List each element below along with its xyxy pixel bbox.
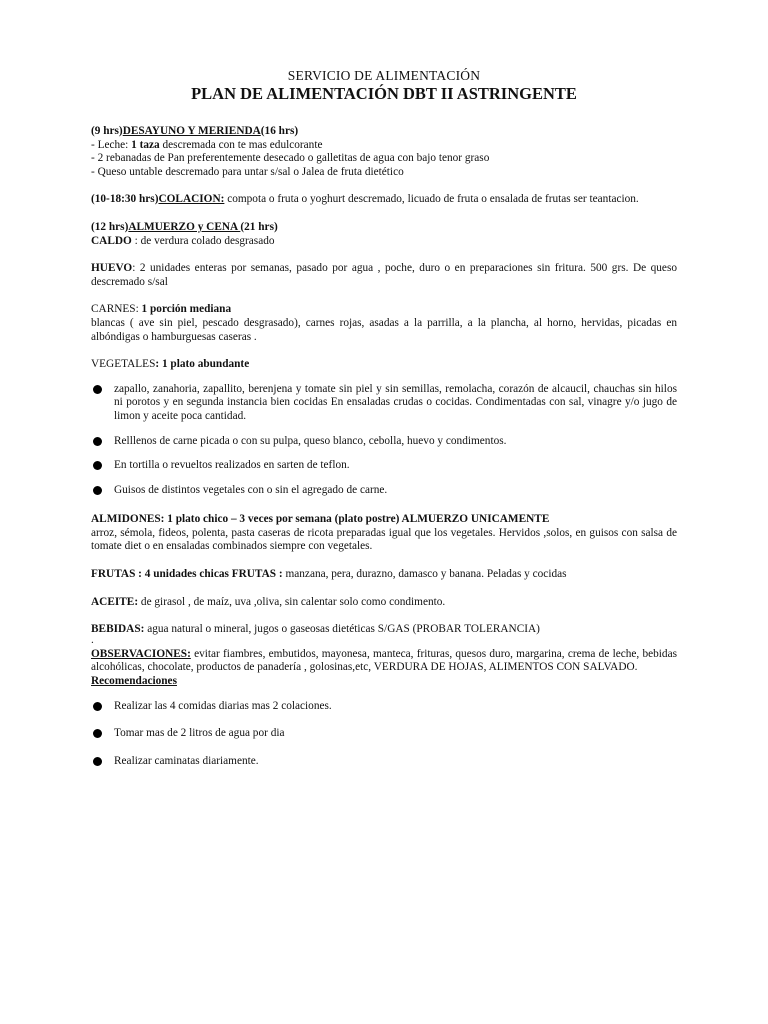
bullet-icon	[93, 757, 102, 766]
section-frutas	[91, 568, 677, 582]
bullet-icon	[93, 702, 102, 711]
list-item: Tomar mas de 2 litros de agua por dia	[91, 727, 677, 741]
section-desayuno	[91, 125, 677, 179]
recomendaciones-list	[91, 700, 677, 769]
almidones-heading: ALMIDONES: 1 plato chico – 3 veces por semana (plato postre) ALMUERZO UNICAMENTE	[91, 513, 550, 526]
document-body	[91, 68, 677, 768]
section-observaciones	[91, 648, 677, 769]
recomendaciones-heading: Recomendaciones	[91, 675, 177, 688]
section-carnes	[91, 303, 677, 344]
list-item: Realizar caminatas diariamente.	[91, 755, 677, 769]
bebidas-dot: .	[91, 633, 94, 646]
desayuno-heading: (9 hrs)DESAYUNO Y MERIENDA(16 hrs)	[91, 125, 299, 137]
huevo-text: HUEVO: 2 unidades enteras por semanas, pasado por agua , poche, duro o en preparaciones sin fritura. 500 grs. De queso descremado s/sal	[91, 262, 677, 288]
bullet-icon	[93, 437, 102, 446]
desayuno-line-queso: - Queso untable descremado para untar s/sal o Jalea de fruta dietético	[91, 165, 404, 178]
carnes-heading: CARNES: 1 porción mediana	[91, 303, 232, 316]
section-colacion	[91, 193, 677, 207]
bullet-icon	[93, 385, 102, 394]
frutas-text: FRUTAS : 4 unidades chicas FRUTAS : manzana, pera, durazno, damasco y banana. Peladas y cocidas	[91, 568, 567, 581]
desayuno-line-pan: - 2 rebanadas de Pan preferentemente desecado o galletitas de agua con bajo tenor graso	[91, 152, 490, 165]
list-item: Realizar las 4 comidas diarias mas 2 colaciones.	[91, 700, 677, 714]
observaciones-text: OBSERVACIONES: evitar fiambres, embutidos, mayonesa, manteca, frituras, quesos duro, margarina, crema de leche, bebidas alcohólicas, chocolate, productos de panadería , golosinas,etc, VERDURA DE HOJAS, ALIMENTOS CON SALVADO.	[91, 647, 677, 674]
carnes-text: blancas ( ave sin piel, pescado desgrasado), carnes rojas, asadas a la parrilla, a la plancha, al horno, hervidas, picadas en albóndigas o hamburguesas caseras .	[91, 316, 677, 343]
section-almuerzo	[91, 221, 677, 248]
almidones-text: arroz, sémola, fideos, polenta, pasta caseras de ricota preparadas igual que los vegetales. Hervidos ,solos, en guisos con salsa de tomate diet o en ensaladas combinados siempre con vegetales.	[91, 526, 677, 553]
desayuno-line-leche: - Leche: 1 taza descremada con te mas edulcorante	[91, 138, 323, 151]
list-item: Relllenos de carne picada o con su pulpa, queso blanco, cebolla, huevo y condimentos.	[91, 435, 677, 449]
list-item: zapallo, zanahoria, zapallito, berenjena y tomate sin piel y sin semillas, remolacha, corazón de alcaucil, chauchas sin hilos ni porotos y en segunda instancia bien cocidas En ensaladas crudas o cocidas. Condimentadas con sal, vinagre y/o jugo de limon y aceite poca cantidad.	[91, 383, 677, 424]
almuerzo-heading: (12 hrs)ALMUERZO y CENA (21 hrs)	[91, 220, 278, 233]
bebidas-text: BEBIDAS: agua natural o mineral, jugos o gaseosas dietéticas S/GAS (PROBAR TOLERANCIA)	[91, 623, 540, 636]
list-item: Guisos de distintos vegetales con o sin el agregado de carne.	[91, 484, 677, 498]
section-huevo	[91, 262, 677, 289]
section-almidones	[91, 513, 677, 554]
plan-title: PLAN DE ALIMENTACIÓN DBT II ASTRINGENTE	[191, 84, 577, 103]
caldo-line: CALDO : de verdura colado desgrasado	[91, 234, 275, 247]
colacion-text: (10-18:30 hrs)COLACION: compota o fruta o yoghurt descremado, licuado de fruta o ensalada de frutas ser teantacion.	[91, 193, 639, 206]
section-bebidas	[91, 623, 677, 644]
section-vegetales	[91, 358, 677, 497]
bullet-icon	[93, 729, 102, 738]
section-aceite	[91, 596, 677, 610]
bullet-icon	[93, 486, 102, 495]
bullet-icon	[93, 461, 102, 470]
vegetales-list	[91, 383, 677, 498]
vegetales-heading: VEGETALES: 1 plato abundante	[91, 358, 250, 371]
service-title: SERVICIO DE ALIMENTACIÓN	[287, 68, 481, 83]
list-item: En tortilla o revueltos realizados en sarten de teflon.	[91, 459, 677, 473]
aceite-text: ACEITE: de girasol , de maíz, uva ,oliva, sin calentar solo como condimento.	[91, 595, 446, 608]
